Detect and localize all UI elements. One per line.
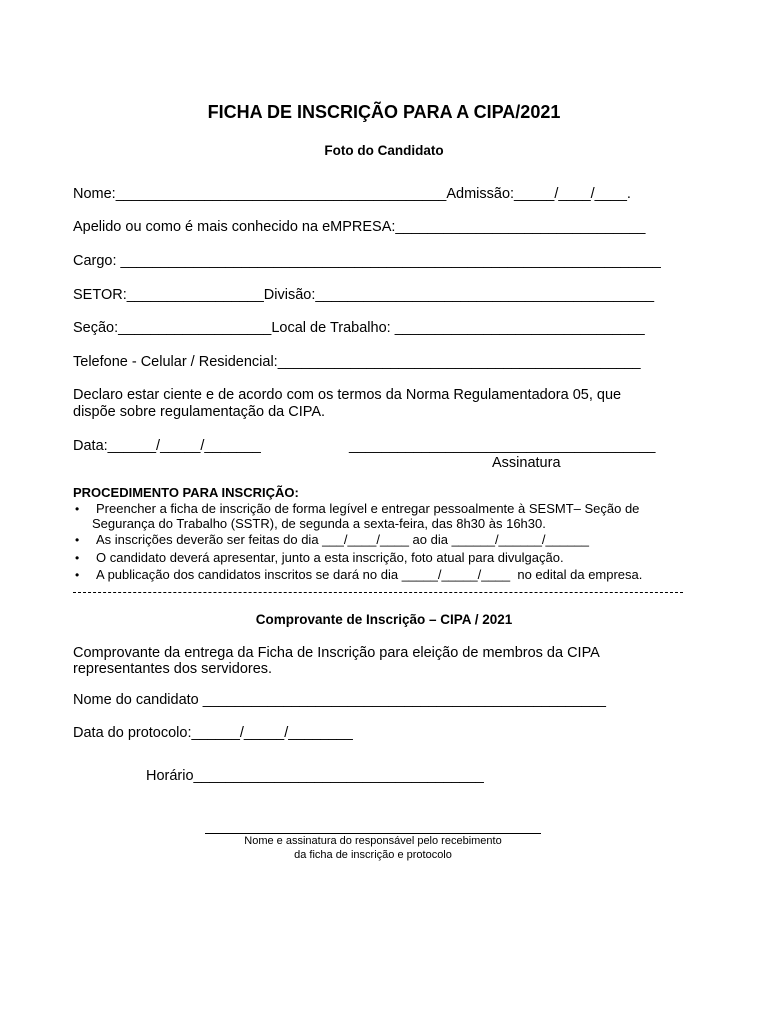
page-title: FICHA DE INSCRIÇÃO PARA A CIPA/2021 (207, 102, 561, 122)
data-protocolo-field[interactable]: Data do protocolo:______/_____/________ (73, 725, 353, 741)
procedimento-item-4: A publicação dos candidatos inscritos se dará no dia _____/_____/____ no edital da empresa. (96, 567, 643, 582)
bullet-icon: • (75, 551, 80, 565)
responsavel-label-2: da ficha de inscrição e protocolo (294, 849, 452, 861)
setor-divisao-field[interactable]: SETOR:_________________Divisão:__________________________________________ (73, 287, 655, 303)
declaracao-line-2: dispõe sobre regulamentação da CIPA. (73, 404, 326, 420)
assinatura-line[interactable]: ______________________________________ (349, 438, 656, 454)
data-field[interactable]: Data:______/_____/_______ (73, 438, 261, 454)
procedimento-item-2: As inscrições deverão ser feitas do dia ___/____/____ ao dia ______/______/______ (96, 532, 589, 547)
procedimento-item-1-line-1: Preencher a ficha de inscrição de forma legível e entregar pessoalmente à SESMT– Seção de (96, 501, 640, 516)
comprovante-title: Comprovante de Inscrição – CIPA / 2021 (255, 612, 513, 627)
horario-field[interactable]: Horário____________________________________ (146, 768, 484, 784)
comprovante-text-1: Comprovante da entrega da Ficha de Inscrição para eleição de membros da CIPA (73, 645, 600, 661)
apelido-field[interactable]: Apelido ou como é mais conhecido na eMPRESA:_______________________________ (73, 219, 646, 235)
assinatura-label: Assinatura (492, 455, 561, 471)
nome-field[interactable]: Nome:_________________________________________Admissão:_____/____/____. (73, 186, 631, 202)
procedimento-heading: PROCEDIMENTO PARA INSCRIÇÃO: (73, 485, 299, 500)
telefone-field[interactable]: Telefone - Celular / Residencial:_____________________________________________ (73, 354, 641, 370)
bullet-icon: • (75, 502, 80, 516)
secao-local-field[interactable]: Seção:___________________Local de Trabalho: _______________________________ (73, 320, 645, 336)
cargo-field[interactable]: Cargo: ___________________________________________________________________ (73, 253, 661, 269)
photo-label: Foto do Candidato (324, 143, 444, 158)
cut-line-divider (73, 592, 683, 593)
nome-candidato-field[interactable]: Nome do candidato __________________________________________________ (73, 692, 606, 708)
declaracao-line-1: Declaro estar ciente e de acordo com os termos da Norma Regulamentadora 05, que (73, 387, 622, 403)
responsavel-label-1: Nome e assinatura do responsável pelo recebimento (244, 835, 502, 847)
comprovante-text-2: representantes dos servidores. (73, 661, 273, 677)
procedimento-item-3: O candidato deverá apresentar, junto a esta inscrição, foto atual para divulgação. (96, 550, 564, 565)
bullet-icon: • (75, 568, 80, 582)
bullet-icon: • (75, 533, 80, 547)
procedimento-item-1-line-2: Segurança do Trabalho (SSTR), de segunda a sexta-feira, das 8h30 às 16h30. (92, 516, 546, 531)
